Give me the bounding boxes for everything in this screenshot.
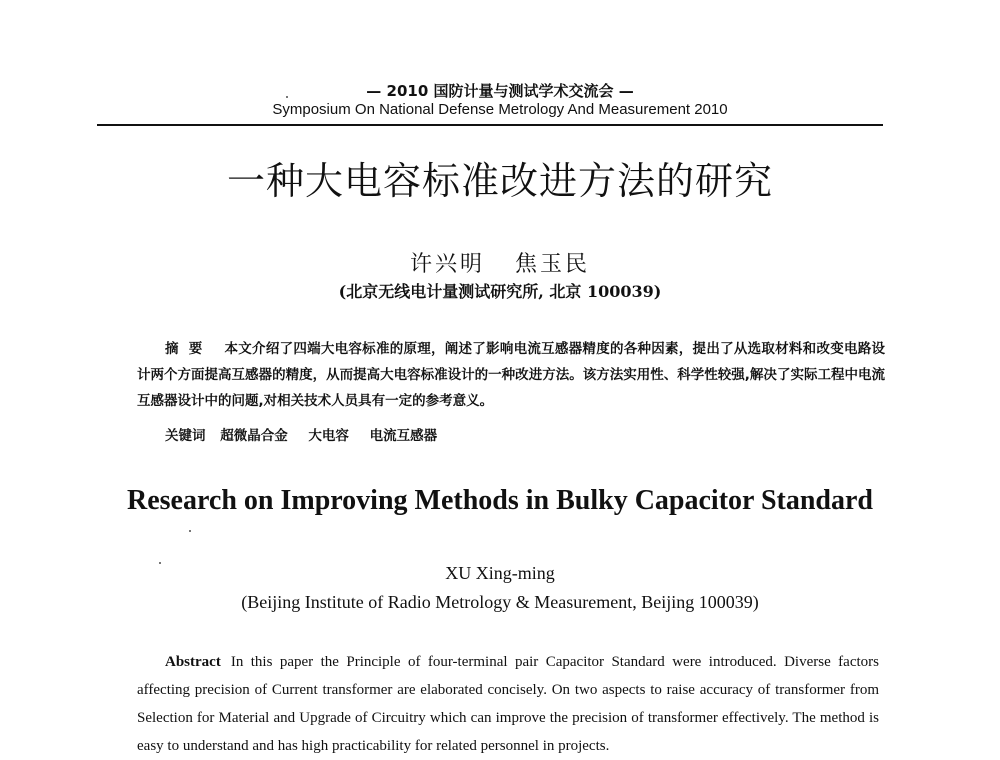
english-author: XU Xing-ming [445, 563, 555, 583]
english-abstract [137, 648, 879, 760]
keywords-label: 关键词 [165, 428, 206, 444]
chinese-authors: 许兴明 焦玉民 [410, 252, 590, 277]
chinese-affiliation: (北京无线电计量测试研究所, 北京 100039) [338, 282, 662, 301]
english-title: Research on Improving Methods in Bulky Capacitor Standard [127, 485, 873, 516]
keyword-item: 大电容 [308, 428, 349, 444]
header-rule [97, 124, 883, 126]
scan-speck [286, 96, 288, 98]
english-abstract-label: Abstract [165, 654, 221, 670]
english-affiliation: (Beijing Institute of Radio Metrology & Measurement, Beijing 100039) [241, 592, 759, 612]
keyword-item: 超微晶合金 [220, 428, 288, 444]
chinese-keywords [165, 424, 453, 444]
chinese-abstract-text: 本文介绍了四端大电容标准的原理，阐述了影响电流互感器精度的各种因素，提出了从选取材料和改变电路设计两个方面提高互感器的精度，从而提高大电容标准设计的一种改进方法。该方法实用性、科学性较强,解决了实际工程中电流互感器设计中的问题,对相关技术人员具有一定的参考意义。 [137, 341, 885, 409]
scan-speck [159, 562, 161, 564]
conference-header-cn: — 2010 国防计量与测试学术交流会 — [366, 82, 634, 100]
scan-speck [189, 530, 191, 532]
chinese-title: 一种大电容标准改进方法的研究 [226, 159, 773, 203]
english-abstract-text: In this paper the Principle of four-terminal pair Capacitor Standard were introduced. Diverse factors affecting precision of Current transformer are elaborated concisely. On two aspects to raise accuracy of transformer from Selection for Material and Upgrade of Circuitry which can improve the precision of transformer effectively. The method is easy to understand and has high practicability for related personnel in projects. [137, 654, 879, 754]
chinese-abstract [137, 336, 885, 414]
chinese-abstract-label: 摘要 [165, 341, 213, 357]
conference-header-en: Symposium On National Defense Metrology And Measurement 2010 [272, 101, 728, 118]
keyword-item: 电流互感器 [369, 428, 438, 444]
